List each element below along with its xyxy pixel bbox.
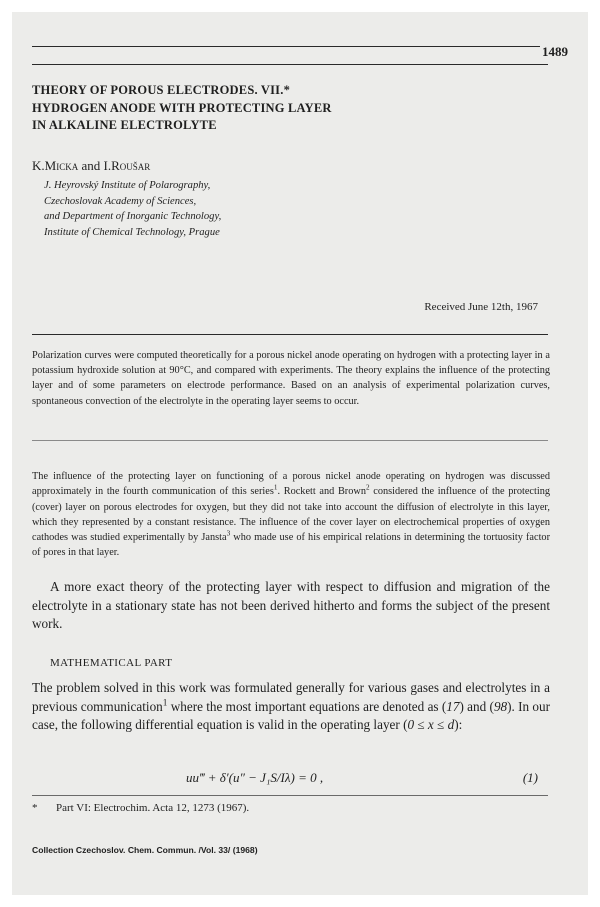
paper-page bbox=[12, 12, 588, 895]
paper-title bbox=[32, 82, 332, 135]
author-1-initial: K. bbox=[32, 158, 45, 173]
author-connector: and bbox=[78, 158, 104, 173]
equation-ref-17: 17 bbox=[446, 698, 460, 714]
domain-condition: 0 ≤ x ≤ d bbox=[407, 717, 455, 733]
top-rule bbox=[32, 46, 540, 47]
journal-citation: Collection Czechoslov. Chem. Commun. /Vol. 33/ (1968) bbox=[32, 845, 258, 855]
citation-1b: 1 bbox=[162, 697, 168, 708]
citation-3: 3 bbox=[226, 529, 231, 538]
citation-2: 2 bbox=[365, 483, 370, 492]
section-heading: MATHEMATICAL PART bbox=[50, 657, 173, 669]
footnote bbox=[32, 802, 249, 814]
received-date: Received June 12th, 1967 bbox=[424, 301, 538, 313]
footnote-rule bbox=[32, 795, 548, 796]
header-rule bbox=[32, 64, 548, 65]
equation-1-number: (1) bbox=[522, 770, 538, 785]
abstract-top-rule bbox=[32, 334, 548, 335]
intro-paragraph: The influence of the protecting layer on functioning of a porous nickel anode operating on hydrogen was discussed approximately in the fourth communication of this series$^1$. Rockett and Brown$^2$ considered the influence of the protecting (cover) layer on porous electrodes for oxygen, but they did not take into account the diffusion of electrolyte in this layer, which they represented by a constant resistance. The influence of the cover layer on electrochemical properties of oxygen cathodes was studied experimentally by Jansta$^3$ who made use of his empirical relations in determining the tortuosity factor of pores in that layer. bbox=[32, 471, 551, 559]
authors bbox=[32, 158, 150, 174]
author-1-surname: Micka bbox=[44, 158, 79, 173]
affiliation-line-4: Institute of Chemical Technology, Prague bbox=[44, 226, 220, 238]
equation-ref-98: 98 bbox=[493, 698, 508, 714]
math-paragraph: The problem solved in this work was formulated generally for various gases and electrolytes in a previous communication$^1$ where the most important equations are denoted as (17) and (98). In our case, the following differential equation is valid in the operating layer (0 ≤ x ≤ d): bbox=[32, 680, 551, 733]
author-2-surname: Roušar bbox=[111, 158, 151, 173]
author-2-initial: I. bbox=[103, 158, 112, 173]
abstract: Polarization curves were computed theoretically for a porous nickel anode operating on hydrogen with a protecting layer in a potassium hydroxide solution at 90°C, and compared with experiments. The theory explains the influence of the protecting layer and of some parameters on electrode performance. Based on an analysis of experimental polarization curves, spontaneous convection of the electrolyte in the operating layer seems to occur. bbox=[32, 350, 550, 407]
main-paragraph: A more exact theory of the protecting layer with respect to diffusion and migration of the electrolyte in a stationary state has not been derived hitherto and forms the subject of the present work. bbox=[32, 579, 550, 632]
affiliation bbox=[44, 178, 221, 240]
title-line-3: IN ALKALINE ELECTROLYTE bbox=[32, 118, 217, 132]
page-number: 1489 bbox=[542, 44, 568, 59]
affiliation-line-1: J. Heyrovský Institute of Polarography, bbox=[44, 180, 211, 191]
footnote-marker: * bbox=[32, 802, 38, 814]
title-line-2: HYDROGEN ANODE WITH PROTECTING LAYER bbox=[32, 100, 332, 115]
affiliation-line-2: Czechoslovak Academy of Sciences, bbox=[44, 195, 197, 207]
abstract-bottom-rule bbox=[32, 440, 548, 441]
affiliation-line-3: and Department of Inorganic Technology, bbox=[44, 211, 222, 222]
equation-1: uu‴ + δ′(u″ − J₁S/Iλ) = 0 , bbox=[186, 770, 324, 785]
footnote-text: Part VI: Electrochim. Acta 12, 1273 (1967). bbox=[56, 802, 250, 814]
citation-1: 1 bbox=[273, 483, 278, 492]
title-line-1: THEORY OF POROUS ELECTRODES. VII.* bbox=[32, 83, 291, 97]
